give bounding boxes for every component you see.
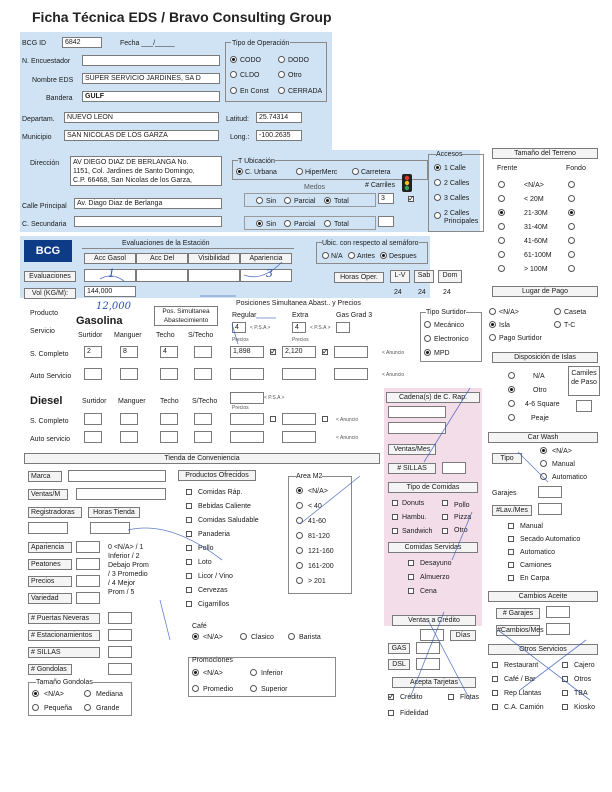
cldo-label: CLDO <box>240 72 260 79</box>
extra-pos-field[interactable]: 4 <box>292 322 306 333</box>
promo-inferior-label: Inferior <box>261 670 283 677</box>
dsl-manguer-col: Manguer <box>118 398 146 405</box>
producto-label: Cigarrillos <box>198 601 230 608</box>
cerrada-label: CERRADA <box>288 88 323 95</box>
acceso-1-label: 1 Calle <box>444 165 466 172</box>
producto-label: Producto <box>30 310 59 317</box>
regular-psa: < P.S.A > <box>250 325 271 331</box>
semaforo-title: Ubic. con respecto al semáforo <box>322 240 419 247</box>
comidas-servidas-title: Comidas Servidas <box>388 542 478 553</box>
islas-na-label: N/A <box>533 373 545 380</box>
departam-label: Departam. <box>22 116 55 123</box>
wash-check-label: Automatico <box>520 549 556 556</box>
gas-completo-label: S. Completo <box>30 351 69 358</box>
area-label: <N/A> <box>308 488 328 495</box>
municipio-label: Municipio <box>22 134 52 141</box>
bcg-id-field[interactable]: 6842 <box>62 37 102 48</box>
horas-dom-header: Dom <box>438 270 462 283</box>
wash-garajes-label: Garajes <box>492 490 517 497</box>
dsl-techo-col: Techo <box>160 398 179 405</box>
visibilidad-header: Visibilidad <box>188 253 240 264</box>
pago-isla-label: Isla <box>499 322 510 329</box>
credito-gas-label: GAS <box>388 643 410 654</box>
gas-auto-label: Auto Servicio <box>30 373 72 380</box>
promociones-title: Promociones <box>192 657 233 664</box>
rating-legend-line: / 4 Mejor <box>108 580 136 587</box>
medio2-parcial-label: Parcial <box>294 221 316 228</box>
tarjetas-title: Acepta Tarjetas <box>392 677 476 688</box>
calle-principal-label: Calle Principal <box>22 203 67 210</box>
producto-label: Loto <box>198 559 212 566</box>
page-title: Ficha Técnica EDS / Bravo Consulting Group <box>32 9 332 25</box>
area-label: 81-120 <box>308 533 330 540</box>
aceite-title: Cambios Aceite <box>488 591 598 602</box>
otros-label: Restaurant <box>504 662 539 669</box>
tarjeta-fidelidad-label: Fidelidad <box>400 710 429 717</box>
terreno-title: Tamaño del Terreno <box>492 148 598 159</box>
comidas-sillas-label: # SILLAS <box>388 463 436 474</box>
wash-check-label: Manual <box>520 523 543 530</box>
otros-label: Rep Llantas <box>504 690 542 697</box>
cafe-title: Café <box>192 623 207 630</box>
gas-surtidor-col: Surtidor <box>78 332 103 339</box>
calle-principal-field[interactable]: Av. Diago Diaz de Berlanga <box>74 198 222 209</box>
sandwich-label: Sandwich <box>402 528 433 535</box>
gondolas-size-title: Tamaño Gondolas <box>36 679 93 686</box>
extra-psa: < P.S.A > <box>310 325 331 331</box>
vol-label: Vol (KG/M): <box>24 288 76 299</box>
codo-label: CODO <box>240 57 261 64</box>
gondola-grande-label: Grande <box>96 705 120 712</box>
hipermerc-label: HiperMerc <box>305 169 338 176</box>
terreno-row-label: 61-100M <box>524 252 552 259</box>
promo-superior-label: Superior <box>261 686 288 693</box>
semaforo-despues-label: Despues <box>389 253 417 260</box>
terreno-row-label: 31-40M <box>524 224 548 231</box>
regular-price-field[interactable]: 1,898 <box>230 346 264 358</box>
tarjeta-flotas-label: Flotas <box>460 694 480 701</box>
hand-eval-1: 1 <box>108 267 115 280</box>
otros-title: Otros Servicios <box>488 644 598 655</box>
lugar-pago-title: Lugar de Pago <box>492 286 598 297</box>
cafe-na-label: <N/A> <box>203 634 223 641</box>
medios-label: Medos <box>304 184 326 191</box>
bcg-logo: BCG <box>24 240 72 262</box>
acc-gasol-header: Acc Gasol <box>84 253 136 264</box>
grado3-header: Gas Grad 3 <box>336 312 373 319</box>
pago-na-label: <N/A> <box>499 309 519 316</box>
horas-lv-value: 24 <box>394 289 402 296</box>
hambu-label: Hambu. <box>402 514 427 521</box>
car-wash-tipo-label: Tipo <box>492 453 522 464</box>
credito-dias-label: Días <box>450 630 476 641</box>
wash-check-label: Camiones <box>520 562 552 569</box>
gondola-pequena-label: Pequeña <box>44 705 73 712</box>
semaforo-antes-label: Antes <box>357 253 375 260</box>
aceite-cambios-label: #Cambios/Mes <box>497 627 544 634</box>
acceso-principales-label: 2 Calles Principales <box>444 210 479 225</box>
variedad-label: Variedad <box>28 593 72 604</box>
apariencia-tienda-label: Apariencia <box>28 542 72 553</box>
tipo-comidas-title: Tipo de Comidas <box>388 482 478 493</box>
horas-sab-header: Sab <box>414 270 434 283</box>
gas-anuncio-2: < Anuncio <box>382 372 405 378</box>
producto-label: Comidas Saludable <box>198 517 259 524</box>
promo-na-label: <N/A> <box>203 670 223 677</box>
producto-label: Licor / Vino <box>198 573 233 580</box>
credito-title: Ventas a Crédito <box>392 615 476 626</box>
tipo-operacion-title: Tipo de Operación <box>232 40 290 47</box>
direccion-label: Dirección <box>30 160 60 167</box>
area-label: 121-160 <box>308 548 334 555</box>
extra-precios: Precios <box>292 337 309 343</box>
frente-label: Frente <box>497 165 518 172</box>
camiles-paso-box: Camiles de Paso <box>568 366 600 396</box>
donuts-label: Donuts <box>402 500 425 507</box>
evaluaciones-row-label: Evaluaciones <box>24 271 76 282</box>
vol-field[interactable]: 144,000 <box>84 286 136 297</box>
wash-manual-label: Manual <box>552 461 575 468</box>
productos-title: Productos Ofrecidos <box>178 470 256 481</box>
producto-label: Bebidas Caliente <box>198 503 251 510</box>
terreno-row-label: > 100M <box>524 266 548 273</box>
rating-legend-line: Inferior / 2 <box>108 553 140 560</box>
servicio-label: Servicio <box>30 328 55 335</box>
gondolas-label: # Gondolas <box>28 664 72 675</box>
pizza-label: Pizza <box>454 514 472 521</box>
carriles-field[interactable]: 3 <box>378 193 394 204</box>
horas-lv-header: L-V <box>390 270 410 283</box>
area-label: > 201 <box>308 578 326 585</box>
desayuno-label: Desayuno <box>420 560 452 567</box>
gas-anuncio-1: < Anuncio <box>382 350 405 356</box>
otros-label: Otros <box>574 676 592 683</box>
producto-label: Cervezas <box>198 587 228 594</box>
sillas-tienda-label: # SILLAS <box>28 647 100 658</box>
extra-header: Extra <box>292 312 309 319</box>
otros-label: C.A. Camión <box>504 704 544 711</box>
producto-label: Comidas Ráp. <box>198 489 243 496</box>
otro-comida-label: Otro <box>454 527 468 534</box>
gas-stecho-col: S/Techo <box>188 332 214 339</box>
tienda-title: Tienda de Conveniencia <box>24 453 380 464</box>
fondo-label: Fondo <box>566 165 586 172</box>
encuestador-label: N. Encuestador <box>22 58 71 65</box>
direccion-line: C.P. 66468, San Nicolas de los Garza, <box>73 177 192 184</box>
surtidor-mpd-label: MPD <box>434 350 450 357</box>
semaforo-na-label: N/A <box>331 253 343 260</box>
terreno-row-label: <N/A> <box>524 182 544 189</box>
gas-completo-surtidor[interactable]: 2 <box>84 346 102 358</box>
evaluaciones-title: Evaluaciones de la Estación <box>122 240 210 247</box>
area-label: < 40 <box>308 503 322 510</box>
dsl-auto-label: Auto servicio <box>30 436 71 443</box>
dodo-label: DODO <box>288 57 309 64</box>
otro-op-label: Otro <box>288 72 302 79</box>
wash-lav-label: #Lav./Mes <box>492 505 532 516</box>
islas-square-label: 4-6 Square <box>525 401 560 408</box>
wash-check-label: En Carpa <box>520 575 550 582</box>
extra-price-field[interactable]: 2,120 <box>282 346 316 358</box>
fecha-label: Fecha ___/_____ <box>120 40 175 47</box>
pos-sim-header: Pos. Simultanea Abastecimiento <box>154 306 218 326</box>
direccion-line: 1151, Col. Jardines de Santo Domingo, <box>73 168 195 175</box>
accesos-title: Accesos <box>436 151 463 158</box>
long-label: Long.: <box>230 134 250 141</box>
terreno-row-label: < 20M <box>524 196 544 203</box>
medio1-parcial-label: Parcial <box>294 198 316 205</box>
municipio-field[interactable]: SAN NICOLAS DE LOS GARZA <box>64 130 219 141</box>
peatones-label: Peatones <box>28 559 72 570</box>
latitud-label: Latitud: <box>226 116 249 123</box>
hand-vol: 12,000 <box>96 301 131 312</box>
area-title: Area M2 <box>296 473 323 480</box>
gas-manguer-col: Manguer <box>114 332 142 339</box>
ventas-m-label: Ventas/M <box>28 489 68 500</box>
wash-auto-label: Automatico <box>552 474 588 481</box>
tipo-surtidor-title: Tipo Surtidor <box>426 309 466 316</box>
acceso-3-label: 3 Calles <box>444 195 470 202</box>
marca-label: Marca <box>28 471 62 482</box>
area-label: 41-60 <box>308 518 326 525</box>
pos-sim-title: Posiciones Simultanea Abast.. y Precios <box>236 300 361 307</box>
producto-label: Panaderia <box>198 531 230 538</box>
ubicacion-title: T Ubicación <box>238 158 275 165</box>
rating-legend-line: Debajo Prom <box>108 562 149 569</box>
regular-pos-field[interactable]: 4 <box>232 322 246 333</box>
direccion-line: AV DIEGO DIAZ DE BERLANGA No. <box>73 159 189 166</box>
promo-promedio-label: Promedio <box>203 686 233 693</box>
horas-tienda-label: Horas Tienda <box>88 507 140 518</box>
cadenas-title: Cadena(s) de C. Rap. <box>386 392 480 403</box>
dsl-anuncio-1: < Anuncio <box>336 417 359 423</box>
gas-techo-col: Techo <box>156 332 175 339</box>
gondola-mediana-label: Mediana <box>96 691 123 698</box>
nombre-eds-label: Nombre EDS <box>32 77 74 84</box>
almuerzo-label: Almuerzo <box>420 574 450 581</box>
apariencia-header: Apariencia <box>240 253 292 264</box>
gasolina-title: Gasolina <box>76 315 123 327</box>
dsl-precios: Precios <box>232 405 249 411</box>
diesel-title: Diesel <box>30 395 63 407</box>
surtidor-electronico-label: Electronico <box>434 336 469 343</box>
cafe-barista-label: Barista <box>299 634 321 641</box>
islas-otro-label: Otro <box>533 387 547 394</box>
otros-label: Café / Bar <box>504 676 536 683</box>
aceite-garajes-label: # Garajes <box>496 608 540 619</box>
otros-label: TBA <box>574 690 588 697</box>
precios-label: Precios <box>28 576 72 587</box>
horas-label: Horas Oper. <box>334 272 384 283</box>
gas-completo-manguer[interactable]: 8 <box>120 346 138 358</box>
medio2-sin-label: Sin <box>266 221 277 228</box>
bandera-field[interactable]: GULF <box>82 91 220 102</box>
long-field[interactable]: -100.2635 <box>256 130 302 141</box>
cafe-clasico-label: Clasico <box>251 634 274 641</box>
terreno-row-label: 21-30M <box>524 210 548 217</box>
area-label: 161-200 <box>308 563 334 570</box>
tarjeta-credito-label: Crédito <box>400 694 423 701</box>
producto-label: Pollo <box>198 545 214 552</box>
dsl-completo-label: S. Completo <box>30 418 69 425</box>
pago-caseta-label: Caseta <box>564 309 587 316</box>
registradoras-label: Registradoras <box>28 507 82 518</box>
acceso-2-label: 2 Calles <box>444 180 470 187</box>
departam-field[interactable]: NUEVO LEON <box>64 112 219 123</box>
gas-completo-techo[interactable]: 4 <box>160 346 178 358</box>
dsl-stecho-col: S/Techo <box>192 398 218 405</box>
dsl-surtidor-col: Surtidor <box>82 398 107 405</box>
islas-peaje-label: Peaje <box>531 415 549 422</box>
horas-sab-value: 24 <box>418 289 426 296</box>
puertas-label: # Puertas Neveras <box>28 613 100 624</box>
otros-label: Kiosko <box>574 704 596 711</box>
acc-del-header: Acc Del <box>136 253 188 264</box>
gondola-na-label: <N/A> <box>44 691 64 698</box>
car-wash-title: Car Wash <box>488 432 598 443</box>
pago-tc-label: T-C <box>564 322 576 329</box>
nombre-eds-field[interactable]: SUPER SERVICIO JARDINES, SA D <box>82 73 220 84</box>
terreno-row-label: 41-60M <box>524 238 548 245</box>
latitud-field[interactable]: 25.74314 <box>256 112 302 123</box>
dsl-anuncio-2: < Anuncio <box>336 435 359 441</box>
pollo-comida-label: Pollo <box>454 502 470 509</box>
regular-header: Regular <box>232 312 257 319</box>
wash-na-label: <N/A> <box>552 448 572 455</box>
disposicion-title: Disposición de Islas <box>492 352 598 363</box>
medio1-total-label: Total <box>334 198 349 205</box>
comidas-ventas-label: Ventas/Mes <box>388 444 436 455</box>
cena-label: Cena <box>420 588 437 595</box>
horas-dom-value: 24 <box>443 289 451 296</box>
rating-legend-line: 0 <N/A> / 1 <box>108 544 144 551</box>
wash-check-label: Secado Automatico <box>520 536 581 543</box>
bandera-label: Bandera <box>46 95 73 102</box>
urbana-label: C. Urbana <box>245 169 277 176</box>
carretera-label: Carretera <box>361 169 391 176</box>
medio2-total-label: Total <box>334 221 349 228</box>
rating-legend-line: Prom / 5 <box>108 589 135 596</box>
estacionamientos-label: # Estacionamientos <box>28 630 100 641</box>
pago-surtidor-label: Pago Surtidor <box>499 335 542 342</box>
regular-precios: Precios <box>232 337 249 343</box>
credito-dsl-label: DSL <box>388 659 410 670</box>
otros-label: Cajero <box>574 662 595 669</box>
calle-secundaria-label: C. Secundaria <box>22 221 67 228</box>
dsl-psa: < P.S.A > <box>264 395 285 401</box>
carriles-label: # Carriles <box>365 182 395 189</box>
medio1-sin-label: Sin <box>266 198 277 205</box>
rating-legend-line: / 3 Promedio <box>108 571 148 578</box>
bcg-id-label: BCG ID <box>22 40 47 47</box>
surtidor-mecanico-label: Mecánico <box>434 322 464 329</box>
hand-eval-2: 3 <box>266 267 273 280</box>
en-const-label: En Const <box>240 88 269 95</box>
